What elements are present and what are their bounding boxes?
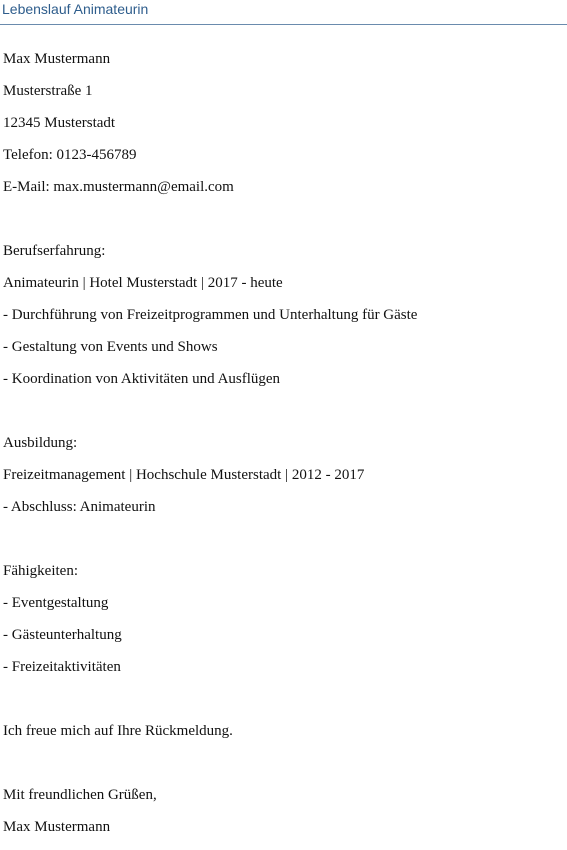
experience-item: - Durchführung von Freizeitprogrammen und Unterhaltung für Gäste xyxy=(3,307,418,323)
contact-name: Max Mustermann xyxy=(3,51,111,67)
closing-section xyxy=(3,722,563,850)
skills-item: - Freizeitaktivitäten xyxy=(3,659,121,675)
spacer xyxy=(3,530,563,562)
contact-phone: Telefon: 0123-456789 xyxy=(3,147,137,163)
skills-item: - Eventgestaltung xyxy=(3,595,109,611)
contact-city: 12345 Musterstadt xyxy=(3,115,116,131)
closing-greeting: Mit freundlichen Grüßen, xyxy=(3,787,157,803)
skills-heading: Fähigkeiten: xyxy=(3,563,78,579)
spacer xyxy=(3,754,563,786)
skills-section xyxy=(3,562,563,690)
contact-street: Musterstraße 1 xyxy=(3,83,93,99)
experience-item: - Koordination von Aktivitäten und Ausflügen xyxy=(3,371,281,387)
education-entry: Freizeitmanagement | Hochschule Musterstadt | 2012 - 2017 xyxy=(3,467,365,483)
education-section xyxy=(3,434,563,530)
contact-block xyxy=(3,50,563,210)
education-item: - Abschluss: Animateurin xyxy=(3,499,156,515)
education-heading: Ausbildung: xyxy=(3,435,78,451)
skills-item: - Gästeunterhaltung xyxy=(3,627,122,643)
document-body xyxy=(3,50,563,850)
experience-position: Animateurin | Hotel Musterstadt | 2017 - heute xyxy=(3,275,283,291)
experience-item: - Gestaltung von Events und Shows xyxy=(3,339,218,355)
contact-email: E-Mail: max.mustermann@email.com xyxy=(3,179,234,195)
closing-message: Ich freue mich auf Ihre Rückmeldung. xyxy=(3,723,233,739)
spacer xyxy=(3,690,563,722)
spacer xyxy=(3,210,563,242)
experience-heading: Berufserfahrung: xyxy=(3,243,106,259)
spacer xyxy=(3,402,563,434)
experience-section xyxy=(3,242,563,402)
header-title: Lebenslauf Animateurin xyxy=(2,1,149,17)
document-header xyxy=(0,0,567,25)
signature-name: Max Mustermann xyxy=(3,819,111,835)
